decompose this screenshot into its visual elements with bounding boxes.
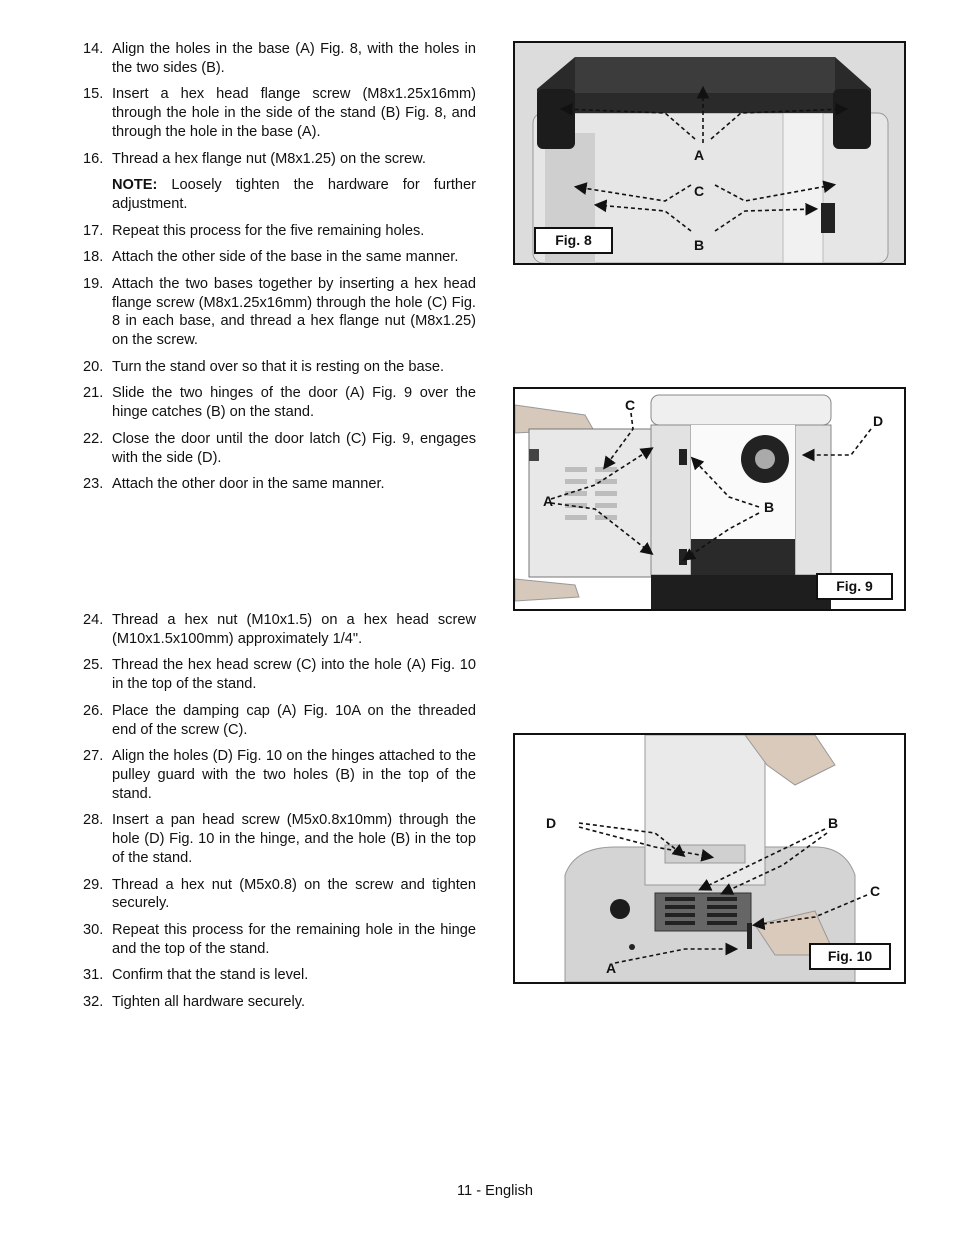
step-number: 32. (83, 993, 104, 1010)
step-number: 24. (83, 612, 104, 628)
step-item (80, 150, 476, 169)
step-text: Close the door until the door latch (C) Fig. 9, engages with the side (D). (112, 430, 476, 466)
step-number: 22. (83, 430, 104, 447)
step-item (80, 993, 476, 1012)
figure-8 (513, 41, 906, 265)
figure-9-label-d: D (873, 413, 884, 429)
figure-9-label-c: C (625, 397, 636, 413)
step-item (80, 275, 476, 350)
step-number: 23. (83, 476, 104, 493)
step-text: Repeat this process for the remaining hole in the hinge and the top of the stand. (112, 921, 476, 957)
figure-9 (513, 387, 906, 611)
figure-8-caption: Fig. 8 (534, 227, 613, 254)
step-item (80, 702, 476, 740)
step-item (80, 430, 476, 468)
step-text: Attach the other door in the same manner. (112, 476, 385, 493)
step-item (80, 747, 476, 803)
step-item (80, 876, 476, 914)
steps-14-to-23 (80, 40, 476, 502)
step-number: 28. (83, 812, 104, 829)
step-text: Place the damping cap (A) Fig. 10A on the threaded end of the screw (C). (112, 702, 476, 738)
step-number: 14. (83, 41, 104, 57)
step-number: 17. (83, 222, 104, 239)
step-text: Thread a hex flange nut (M8x1.25) on the screw. (112, 150, 426, 167)
step-number: 21. (83, 385, 104, 402)
step-item (80, 248, 476, 267)
step-item (80, 475, 476, 494)
step-number: 31. (83, 967, 104, 984)
step-note (80, 176, 476, 214)
step-item (80, 384, 476, 422)
figure-8-label-a: A (694, 147, 705, 163)
step-number: 30. (83, 921, 104, 938)
figure-10-caption: Fig. 10 (809, 943, 891, 970)
figure-10-label-c: C (870, 883, 881, 899)
step-number: 16. (83, 150, 104, 167)
figure-9-label-a: A (543, 493, 554, 509)
step-item (80, 85, 476, 141)
steps-24-to-32 (80, 611, 476, 1020)
figure-9-caption: Fig. 9 (816, 573, 893, 600)
step-text: Align the holes in the base (A) Fig. 8, with the holes in the two sides (B). (112, 41, 476, 76)
step-item (80, 358, 476, 377)
step-text: Confirm that the stand is level. (112, 967, 309, 984)
page-footer: 11 - English (457, 1183, 533, 1199)
step-number: 20. (83, 358, 104, 375)
figure-10 (513, 733, 906, 984)
step-number: 26. (83, 702, 104, 719)
step-item (80, 921, 476, 959)
step-text: Repeat this process for the five remaining holes. (112, 222, 425, 239)
step-text: Insert a hex head flange screw (M8x1.25x16mm) through the hole in the side of the stand (B) Fig. 8, and through the hole in the base (A). (112, 86, 476, 140)
figure-10-label-d: D (546, 815, 557, 831)
step-text: Turn the stand over so that it is resting on the base. (112, 358, 445, 375)
step-item (80, 966, 476, 985)
step-text: Align the holes (D) Fig. 10 on the hinges attached to the pulley guard with the two holes (B) in the top of the stand. (112, 748, 476, 802)
step-number: 19. (83, 275, 104, 292)
note-text: Loosely tighten the hardware for further adjustment. (112, 177, 476, 212)
step-number: 15. (83, 86, 104, 103)
step-item (80, 40, 476, 78)
step-text: Thread a hex nut (M5x0.8) on the screw and tighten securely. (112, 876, 476, 912)
step-item (80, 656, 476, 694)
step-number: 27. (83, 748, 104, 765)
step-item (80, 811, 476, 867)
step-number: 25. (83, 657, 104, 674)
step-text: Thread the hex head screw (C) into the hole (A) Fig. 10 in the top of the stand. (112, 657, 476, 693)
figure-9-label-b: B (764, 499, 775, 515)
step-text: Insert a pan head screw (M5x0.8x10mm) through the hole (D) Fig. 10 in the hinge, and the hole (B) in the top of the stand. (112, 812, 476, 866)
step-item (80, 222, 476, 241)
step-number: 29. (83, 876, 104, 893)
step-text: Tighten all hardware securely. (112, 993, 306, 1010)
figure-10-label-a: A (606, 960, 617, 976)
step-text: Attach the other side of the base in the same manner. (112, 249, 459, 266)
figure-8-label-c: C (694, 183, 705, 199)
figure-10-label-b: B (828, 815, 839, 831)
step-text: Slide the two hinges of the door (A) Fig. 9 over the hinge catches (B) on the stand. (112, 385, 476, 421)
note-label: NOTE: (112, 177, 158, 194)
step-text: Attach the two bases together by inserting a hex head flange screw (M8x1.25x16mm) through the hole (C) Fig. 8 in each base, and thread a hex flange nut (M8x1.25) on the screw. (112, 275, 476, 349)
step-text: Thread a hex nut (M10x1.5) on a hex head screw (M10x1.5x100mm) approximately 1/4". (112, 612, 476, 647)
step-number: 18. (83, 249, 104, 266)
figure-8-label-b: B (694, 237, 705, 253)
step-item (80, 611, 476, 649)
